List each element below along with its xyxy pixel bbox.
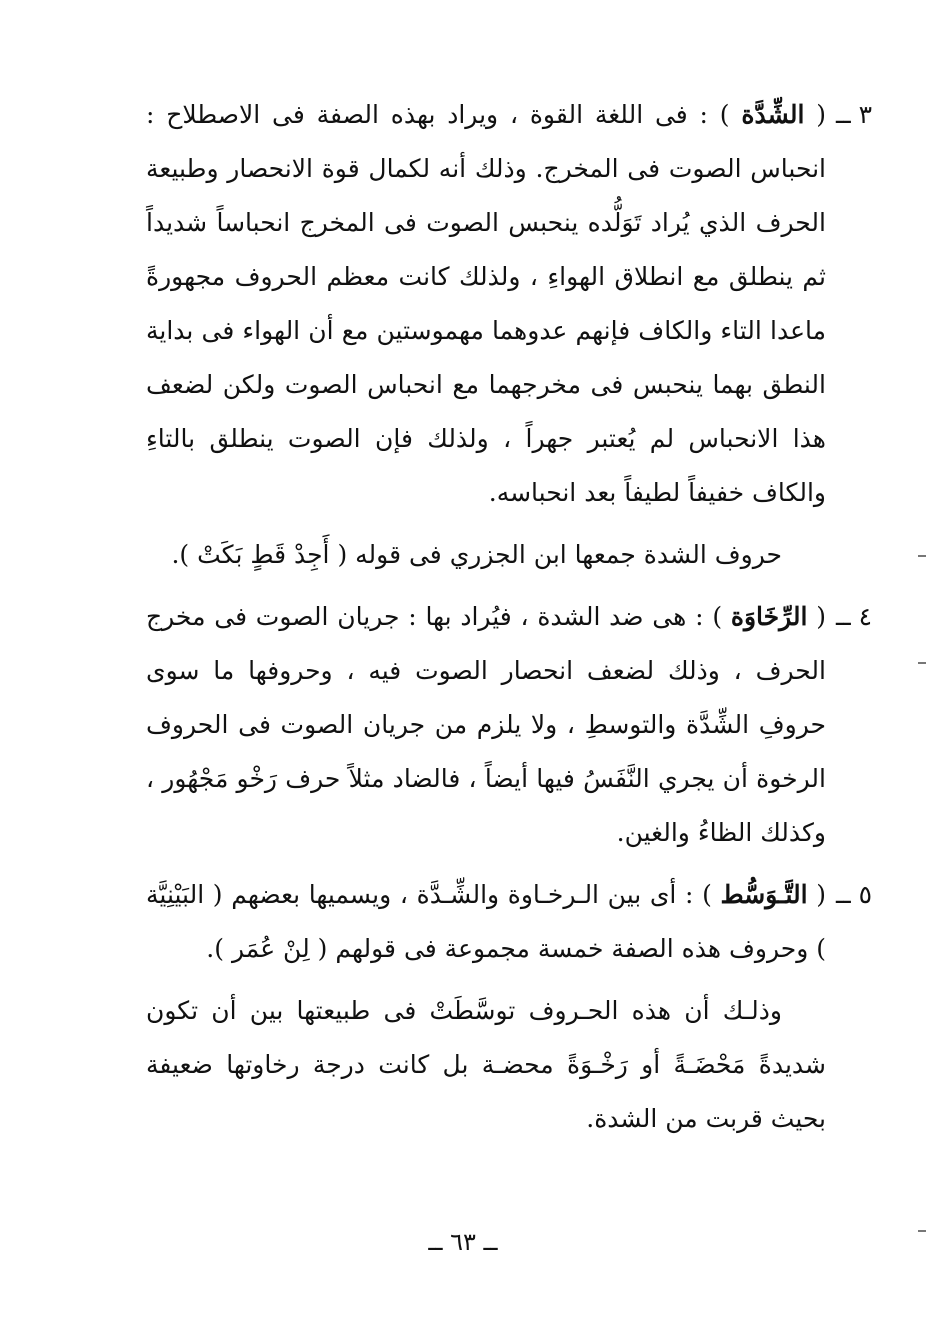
close-paren: ) (719, 100, 742, 129)
scan-edge-mark (918, 1230, 926, 1232)
paragraph-text: حروف الشدة جمعها ابن الجزري فى قوله ( أَجِدْ قَطٍ بَكَتْ ). (171, 540, 782, 569)
close-paren: ) (712, 602, 731, 631)
term-heading: الشِّدَّة (741, 100, 805, 129)
open-paren: ( (807, 880, 826, 909)
page-number: ــ ٦٣ ــ (428, 1228, 498, 1256)
item-number: ٥ ــ (836, 880, 873, 909)
definition-text: : أى بين الـرخـاوة والشِّـدَّة ، ويسميها بعضهم ( البَيْنِيَّة ) وحروف هذه الصفة خمسة مجموعة فى قولهم ( لِنْ عُمَر ). (146, 880, 826, 963)
paragraph-text: وذلـك أن هذه الحـروف توسَّطَتْ فى طبيعتها بين أن تكون شديدةً مَحْضَـةً أو رَخْـوَةً محضـة بل كانت درجة رخاوتها ضعيفة بحيث قربت من الشدة. (146, 996, 826, 1133)
item-number: ٤ ــ (836, 602, 873, 631)
section-tawassut (146, 868, 873, 976)
section-shidda (146, 88, 873, 520)
item-number: ٣ ــ (836, 100, 873, 129)
tawassut-explanation-paragraph (146, 984, 826, 1146)
scan-edge-mark (918, 555, 926, 557)
definition-text: : هى ضد الشدة ، فيُراد بها : جريان الصوت فى مخرج الحرف ، وذلك لضعف انحصار الصوت فيه ، وحروفها ما سوى حروفِ الشِّدَّة والتوسطِ ، ولا يلزم من جريان الصوت فى الحروف الرخوة أن يجري النَّفَسُ فيها أيضاً ، فالضاد مثلاً حرف رَخْو مَجْهُور ، وكذلك الظاءُ والغين. (146, 602, 826, 847)
term-heading: الرِّخَاوَة (730, 602, 808, 631)
open-paren: ( (807, 602, 827, 631)
section-rikhawa (146, 590, 873, 860)
main-text-column (146, 88, 873, 1154)
term-heading: التَّـوَسُّط (720, 880, 808, 909)
definition-text: : فى اللغة القوة ، ويراد بهذه الصفة فى الاصطلاح : انحباس الصوت فى المخرج. وذلك أنه لكمال قوة الانحصار وطبيعة الحرف الذي يُراد تَوَلُّده ينحبس الصوت فى المخرج انحباساً شديداً ثم ينطلق مع انطلاق الهواءِ ، ولذلك كانت معظم الحروف مجهورةً ماعدا التاء والكاف فإنهم عدوهما مهموستين مع أن الهواء فى بداية النطق بهما ينحبس فى مخرجهما مع انحباس الصوت ولكن لضعف هذا الانحباس لم يُعتبر جهراً ، ولذلك فإن الصوت ينطلق بالتاءِ والكاف خفيفاً لطيفاً بعد انحباسه. (146, 100, 827, 507)
close-paren: ) (702, 880, 721, 909)
open-paren: ( (804, 100, 826, 129)
shidda-letters-paragraph (146, 528, 826, 582)
scan-edge-mark (918, 662, 926, 664)
